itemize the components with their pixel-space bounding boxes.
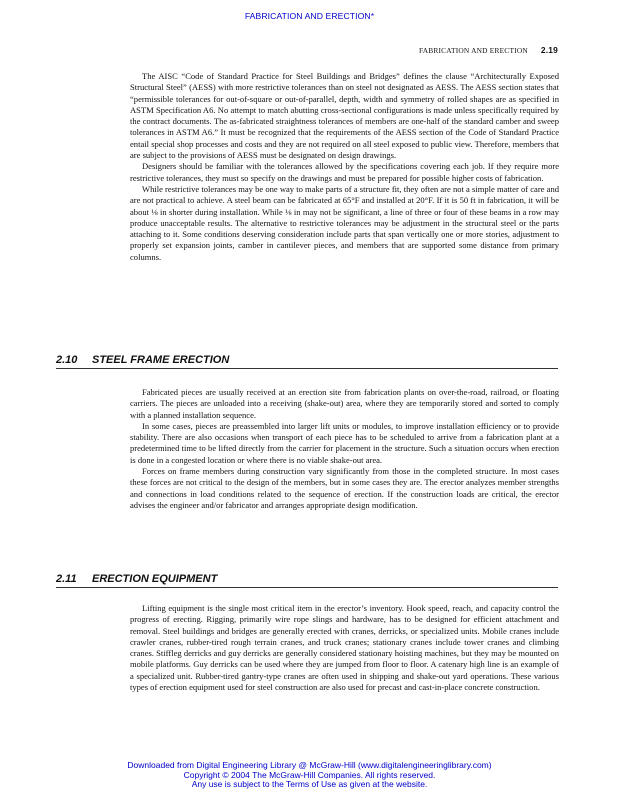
footer-download-link[interactable]: Downloaded from Digital Engineering Library @ McGraw-Hill (www.digitalengineeringlibrary.com): [127, 760, 492, 770]
section-title: ERECTION EQUIPMENT: [92, 573, 218, 585]
section-number: 2.10: [56, 354, 78, 366]
section-number: 2.11: [56, 573, 77, 585]
section-heading-2-11: [56, 573, 558, 588]
download-footer: [0, 761, 619, 790]
paragraph: Lifting equipment is the single most critical item in the erector’s inventory. Hook speed, reach, and capacity control the progress of erecting. Rigging, primarily wire rope slings and hardware, has to be designed for efficient attachment and removal. Steel buildings and bridges are generally erected with cranes, derricks, or specialized units. Mobile cranes include crawler cranes, rubber-tired rough terrain cranes, and truck cranes; stationary cranes include tower cranes and climbing cranes. Stiffleg derricks and guy derricks are generally considered stationary hoisting machines, but they may be mounted on mobile platforms. Guy derricks can be used where they are jumped from floor to floor. A catenary high line is an example of a specialized unit. Rubber-tired gantry-type cranes are often used in shipping and shake-out yard operations. These various types of erection equipment used for steel construction are also used for precast and cast-in-place concrete construction.: [130, 603, 559, 693]
paragraph: Designers should be familiar with the tolerances allowed by the specifications covering each job. If they require more restrictive tolerances, they must so specify on the drawings and must be prepared for possible higher costs of fabrication.: [130, 161, 559, 183]
section-heading-2-10: [56, 354, 558, 369]
paragraph: The AISC “Code of Standard Practice for Steel Buildings and Bridges” defines the clause “Architecturally Exposed Structural Steel” (AESS) with more restrictive tolerances than on steel not designated as AESS. The AESS section states that “permissible tolerances for out-of-square or out-of-parallel, depth, width and symmetry of rolled shapes are as specified in ASTM Specification A6. No attempt to match abutting cross-sectional configurations is made unless specifically required by the contract documents. The as-fabricated straightness tolerances of members are one-half of the standard camber and sweep tolerances in ASTM A6.” It must be recognized that the requirements of the AESS section of the Code of Standard Practice entail special shop processes and costs and they are not required on all steel exposed to public view. Therefore, members that are subject to the provisions of AESS must be designated on design drawings.: [130, 71, 559, 161]
section-title: STEEL FRAME ERECTION: [92, 354, 230, 366]
footer-terms-link[interactable]: Any use is subject to the Terms of Use as given at the website.: [191, 779, 428, 790]
document-banner-title: FABRICATION AND ERECTION*: [244, 11, 375, 21]
paragraph: Fabricated pieces are usually received at an erection site from fabrication plants on over-the-road, railroad, or floating carriers. The pieces are unloaded into a receiving (shake-out) area, where they are temporarily stored and sorted to comply with a planned installation sequence.: [130, 387, 559, 420]
section-2-10-text-block: [130, 387, 559, 511]
footer-copyright: Copyright © 2004 The McGraw-Hill Companies. All rights reserved.: [183, 769, 436, 780]
running-head-title: FABRICATION AND ERECTION: [418, 46, 528, 55]
paragraph: While restrictive tolerances may be one way to make parts of a structure fit, they often are not a simple matter of care and are not practical to achieve. A steel beam can be fabricated at 65°F and installed at 20°F. If it is 50 ft in fabrication, it will be about ⅛ in shorter during installation. While ⅛ in may not be significant, a line of three or four of these beams in a row may produce unacceptable results. The alternative to restrictive tolerances may be adjustment in the structural steel or the parts attaching to it. Some conditions deserving consideration include parts that span vertically one or more stories, adjustment to properly set expansion joints, camber in cantilever pieces, and members that are supported some distance from primary columns.: [130, 183, 559, 262]
intro-text-block: [130, 71, 559, 263]
paragraph: In some cases, pieces are preassembled into larger lift units or modules, to improve installation efficiency or to provide stability. There are also occasions when transport of each piece has to be scheduled to arrive from a fabrication plant at a predetermined time to be lifted directly from the carrier for placement in the structure. Such a situation occurs when erection is done in a congested location or where there is no viable shake-out area.: [130, 420, 559, 465]
running-head: [419, 45, 558, 55]
page-number: 2.19: [540, 45, 558, 55]
section-2-11-text-block: [130, 603, 559, 693]
paragraph: Forces on frame members during construction vary significantly from those in the completed structure. In most cases these forces are not critical to the design of the members, but in some cases they are. The erector analyzes member strengths and connections in load conditions related to the sequence of erection. If the construction loads are critical, the erector advises the engineer and/or fabricator and arranges appropriate design modification.: [130, 466, 559, 510]
